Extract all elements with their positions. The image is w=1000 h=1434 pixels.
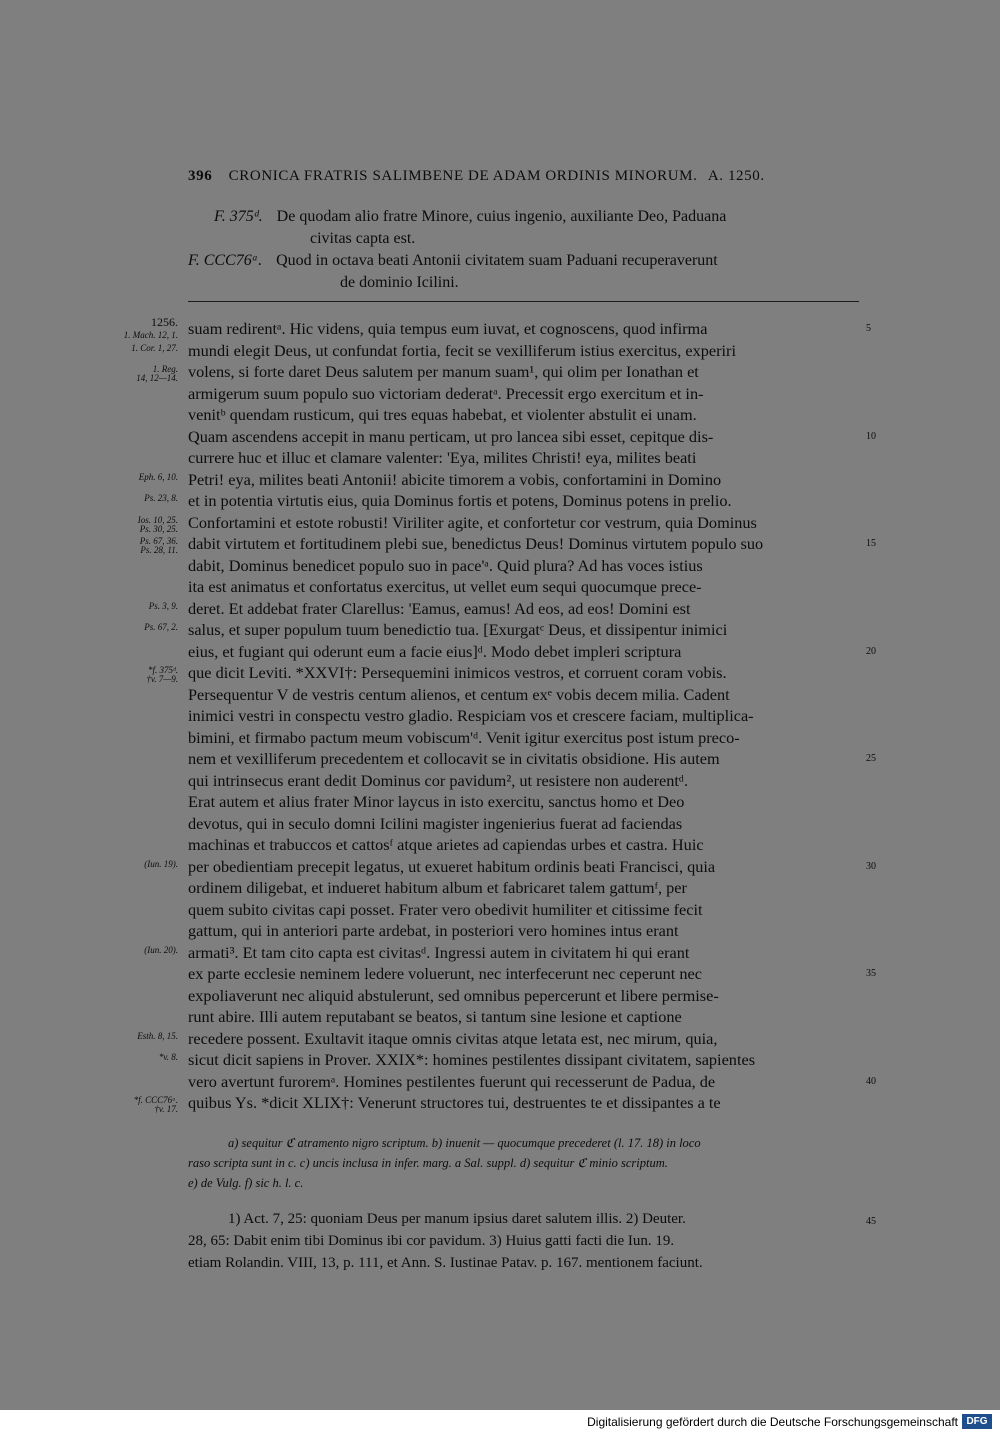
- summary-text: Quod in octava beati Antonii civitatem suam Paduani recuperaverunt: [276, 252, 718, 269]
- summary-2-cont: de dominio Icilini.: [340, 274, 459, 291]
- text-line: volens, si forte daret Deus salutem per manum suam¹, qui olim per Ionathan et: [188, 362, 699, 381]
- text-line: deret. Et addebat frater Clarellus: 'Eamus, eamus! Ad eos, ad eos! Domini est: [188, 598, 691, 618]
- line-number: 25: [866, 753, 876, 764]
- header-year: A. 1250.: [707, 168, 765, 184]
- text-line: machinas et trabuccos et cattosᶠ atque arietes ad capiendas urbes et castra. Huic: [188, 835, 704, 854]
- text-line: venitᵇ quendam rusticum, qui tres equas habebat, et violenter abstulit ei unam.: [188, 405, 697, 424]
- text-line: que dicit Leviti. *XXVI†: Persequemini inimicos vestros, et corruent coram vobis.: [188, 663, 727, 682]
- margin-reference: 1. Reg.: [152, 364, 178, 374]
- apparatus-line: raso scripta sunt in c. c) uncis inclusa in infer. marg. a Sal. suppl. d) sequitur ℭ minio scriptum.: [188, 1156, 668, 1170]
- running-title: CRONICA FRATRIS SALIMBENE DE ADAM ORDINIS MINORUM.: [228, 168, 698, 184]
- text-line: qui intrinsecus erant dedit Dominus cor pavidum², ut resistere non auderentᵈ.: [188, 770, 689, 790]
- margin-reference: (Iun. 20).: [144, 944, 178, 955]
- apparatus-line: e) de Vulg. f) sic h. l. c.: [188, 1176, 304, 1190]
- margin-reference: Esth. 8, 15.: [137, 1030, 178, 1041]
- text-line: vero avertunt furoremᵃ. Homines pestilentes fuerunt qui recesserunt de Padua, de: [188, 1071, 716, 1091]
- text-line: mundi elegit Deus, ut confundat fortia, fecit se vexilliferum istius exercitus, experiri: [188, 340, 736, 360]
- summary-2: [188, 250, 718, 272]
- dfg-logo: DFG: [962, 1414, 992, 1429]
- text-line: et in potentia virtutis eius, quia Dominus fortis et potens, Dominus potens in prelio.: [188, 491, 732, 510]
- summary-text: De quodam alio fratre Minore, cuius ingenio, auxiliante Deo, Paduana: [276, 208, 727, 225]
- summary-ref: F. 375ᵈ.: [214, 208, 263, 225]
- margin-reference: †v. 17.: [154, 1104, 178, 1114]
- margin-reference: 1. Cor. 1, 27.: [131, 342, 178, 353]
- text-line: currere huc et illuc et clamare valenter: 'Eya, milites Christi! eya, milites beati: [188, 448, 697, 467]
- text-line: recedere possent. Exultavit itaque omnis civitas atque letata est, nec mirum, quia,: [188, 1028, 718, 1048]
- margin-reference: *f. 375ᵈ.: [147, 665, 178, 675]
- margin-reference: *v. 8.: [158, 1052, 178, 1062]
- line-number: 30: [866, 860, 876, 872]
- text-line: runt abire. Illi autem reputabant se beatos, si tantum sine lesione et captione: [188, 1007, 682, 1026]
- text-line: eius, et fugiant qui oderunt eum a facie eius]ᵈ. Modo debet impleri scriptura: [188, 641, 682, 661]
- margin-reference: Ps. 67, 36.: [139, 536, 178, 546]
- text-line: dabit, Dominus benedicet populo suo in pace'ᵃ. Quid plura? Ad has voces istius: [188, 555, 703, 575]
- margin-reference: 1256.: [151, 315, 178, 329]
- text-line: ex parte ecclesie neminem ledere voluerunt, nec interfecerunt nec ceperunt nec: [188, 964, 702, 983]
- line-number: 10: [866, 430, 876, 442]
- text-line: dabit virtutem et fortitudinem plebi sue, benedictus Deus! Dominus virtutem populo suo: [188, 534, 764, 553]
- line-number: 20: [866, 645, 876, 657]
- text-line: Persequentur V de vestris centum alienos, et centum exᵉ vobis decem milia. Cadent: [188, 684, 730, 704]
- line-number: 45: [866, 1216, 876, 1227]
- margin-reference: Eph. 6, 10.: [138, 471, 178, 482]
- line-number: 40: [866, 1075, 876, 1087]
- text-line: sicut dicit sapiens in Prover. XXIX*: homines pestilentes dissipant civitatem, sapientes: [188, 1050, 756, 1069]
- text-line: Erat autem et alius frater Minor laycus in isto exercitu, sanctus homo et Deo: [188, 792, 685, 811]
- margin-reference: Ps. 67, 2.: [144, 622, 178, 632]
- text-line: armati³. Et tam cito capta est civitasᵈ. Ingressi autem in civitatem hi qui erant: [188, 942, 690, 962]
- text-line: expoliaverunt nec aliquid abstulerunt, sed omnibus pepercerunt et libere permise-: [188, 985, 719, 1005]
- footnote-line: 28, 65: Dabit enim tibi Dominus ibi cor pavidum. 3) Huius gatti facti die Iun. 19.: [188, 1233, 675, 1249]
- summary-ref: F. CCC76ᵃ.: [188, 252, 263, 269]
- apparatus-line: a) sequitur ℭ atramento nigro scriptum. b) inuenit — quocumque precederet (l. 17. 18) in loco: [228, 1136, 701, 1150]
- footnote-line: etiam Rolandin. VIII, 13, p. 111, et Ann. S. Iustinae Patav. p. 167. mentionem faciunt.: [188, 1255, 703, 1271]
- text-line: devotus, qui in seculo domni Icilini magister ingenierius fuerat ad faciendas: [188, 813, 683, 833]
- text-line: gattum, qui in anteriori parte ardebat, in posteriori vero homines intus erant: [188, 921, 679, 940]
- margin-reference: †v. 7—9.: [146, 674, 178, 684]
- margin-reference: 14, 12—14.: [136, 373, 178, 383]
- page-number: 396: [188, 168, 213, 184]
- margin-reference: (Iun. 19).: [144, 858, 178, 869]
- summary-1: [214, 206, 726, 228]
- line-number: 5: [866, 323, 871, 334]
- text-line: nem et vexilliferum precedentem et collocavit se in civitatis obsidione. His autem: [188, 749, 720, 768]
- text-line: quibus Ys. *dicit XLIX†: Venerunt structores tui, destruentes te et dissipantes a te: [188, 1093, 721, 1112]
- summary-1-cont: civitas capta est.: [310, 230, 416, 247]
- text-line: salus, et super populum tuum benedictio tua. [Exurgatᶜ Deus, et dissipentur inimici: [188, 620, 728, 639]
- margin-reference: Ps. 28, 11.: [140, 545, 178, 555]
- margin-reference: Ps. 3, 9.: [148, 600, 178, 611]
- text-line: Petri! eya, milites beati Antonii! abicite timorem a vobis, confortamini in Domino: [188, 469, 722, 489]
- funding-credit: Digitalisierung gefördert durch die Deutsche Forschungsgemeinschaft: [587, 1415, 958, 1429]
- text-line: ita est animatus et confortatus exercitus, ut vellet eum sequi quocumque prece-: [188, 577, 702, 596]
- margin-reference: 1. Mach. 12, 1.: [123, 330, 178, 340]
- margin-reference: Ios. 10, 25.: [137, 514, 178, 525]
- text-line: Confortamini et estote robusti! Viriliter agite, et confortetur cor vestrum, quia Dominus: [188, 512, 757, 532]
- text-line: inimici vestri in conspectu vestro gladio. Respiciam vos et crescere faciam, multiplica-: [188, 706, 754, 725]
- margin-reference: Ps. 30, 25.: [139, 523, 178, 534]
- margin-reference: *f. CCC76ᵃ.: [133, 1095, 178, 1105]
- divider-rule: [188, 301, 859, 302]
- margin-reference: Ps. 23, 8.: [144, 493, 178, 503]
- text-line: Quam ascendens accepit in manu perticam, ut pro lancea sibi esset, cepitque dis-: [188, 426, 714, 446]
- text-line: armigerum suum populo suo victoriam dederatᵃ. Precessit ergo exercitum et in-: [188, 383, 704, 403]
- text-line: bimini, et firmabo pactum meum vobiscum'ᵈ. Venit igitur exercitus post istum preco-: [188, 727, 740, 747]
- text-line: suam redirentᵃ. Hic videns, quia tempus eum iuvat, et cognoscens, quod infirma: [188, 319, 708, 338]
- running-header: [188, 168, 765, 185]
- footnote-line: 1) Act. 7, 25: quoniam Deus per manum ipsius daret salutem illis. 2) Deuter.: [228, 1211, 686, 1227]
- text-line: ordinem diligebat, et indueret habitum album et fabricaret talem gattumᶠ, per: [188, 878, 687, 897]
- line-number: 35: [866, 968, 876, 979]
- line-number: 15: [866, 538, 876, 549]
- text-line: per obedientiam precepit legatus, ut exueret habitum ordinis beati Francisci, quia: [188, 856, 716, 876]
- text-line: quem subito civitas capi posset. Frater vero obedivit humiliter et citissime fecit: [188, 899, 703, 919]
